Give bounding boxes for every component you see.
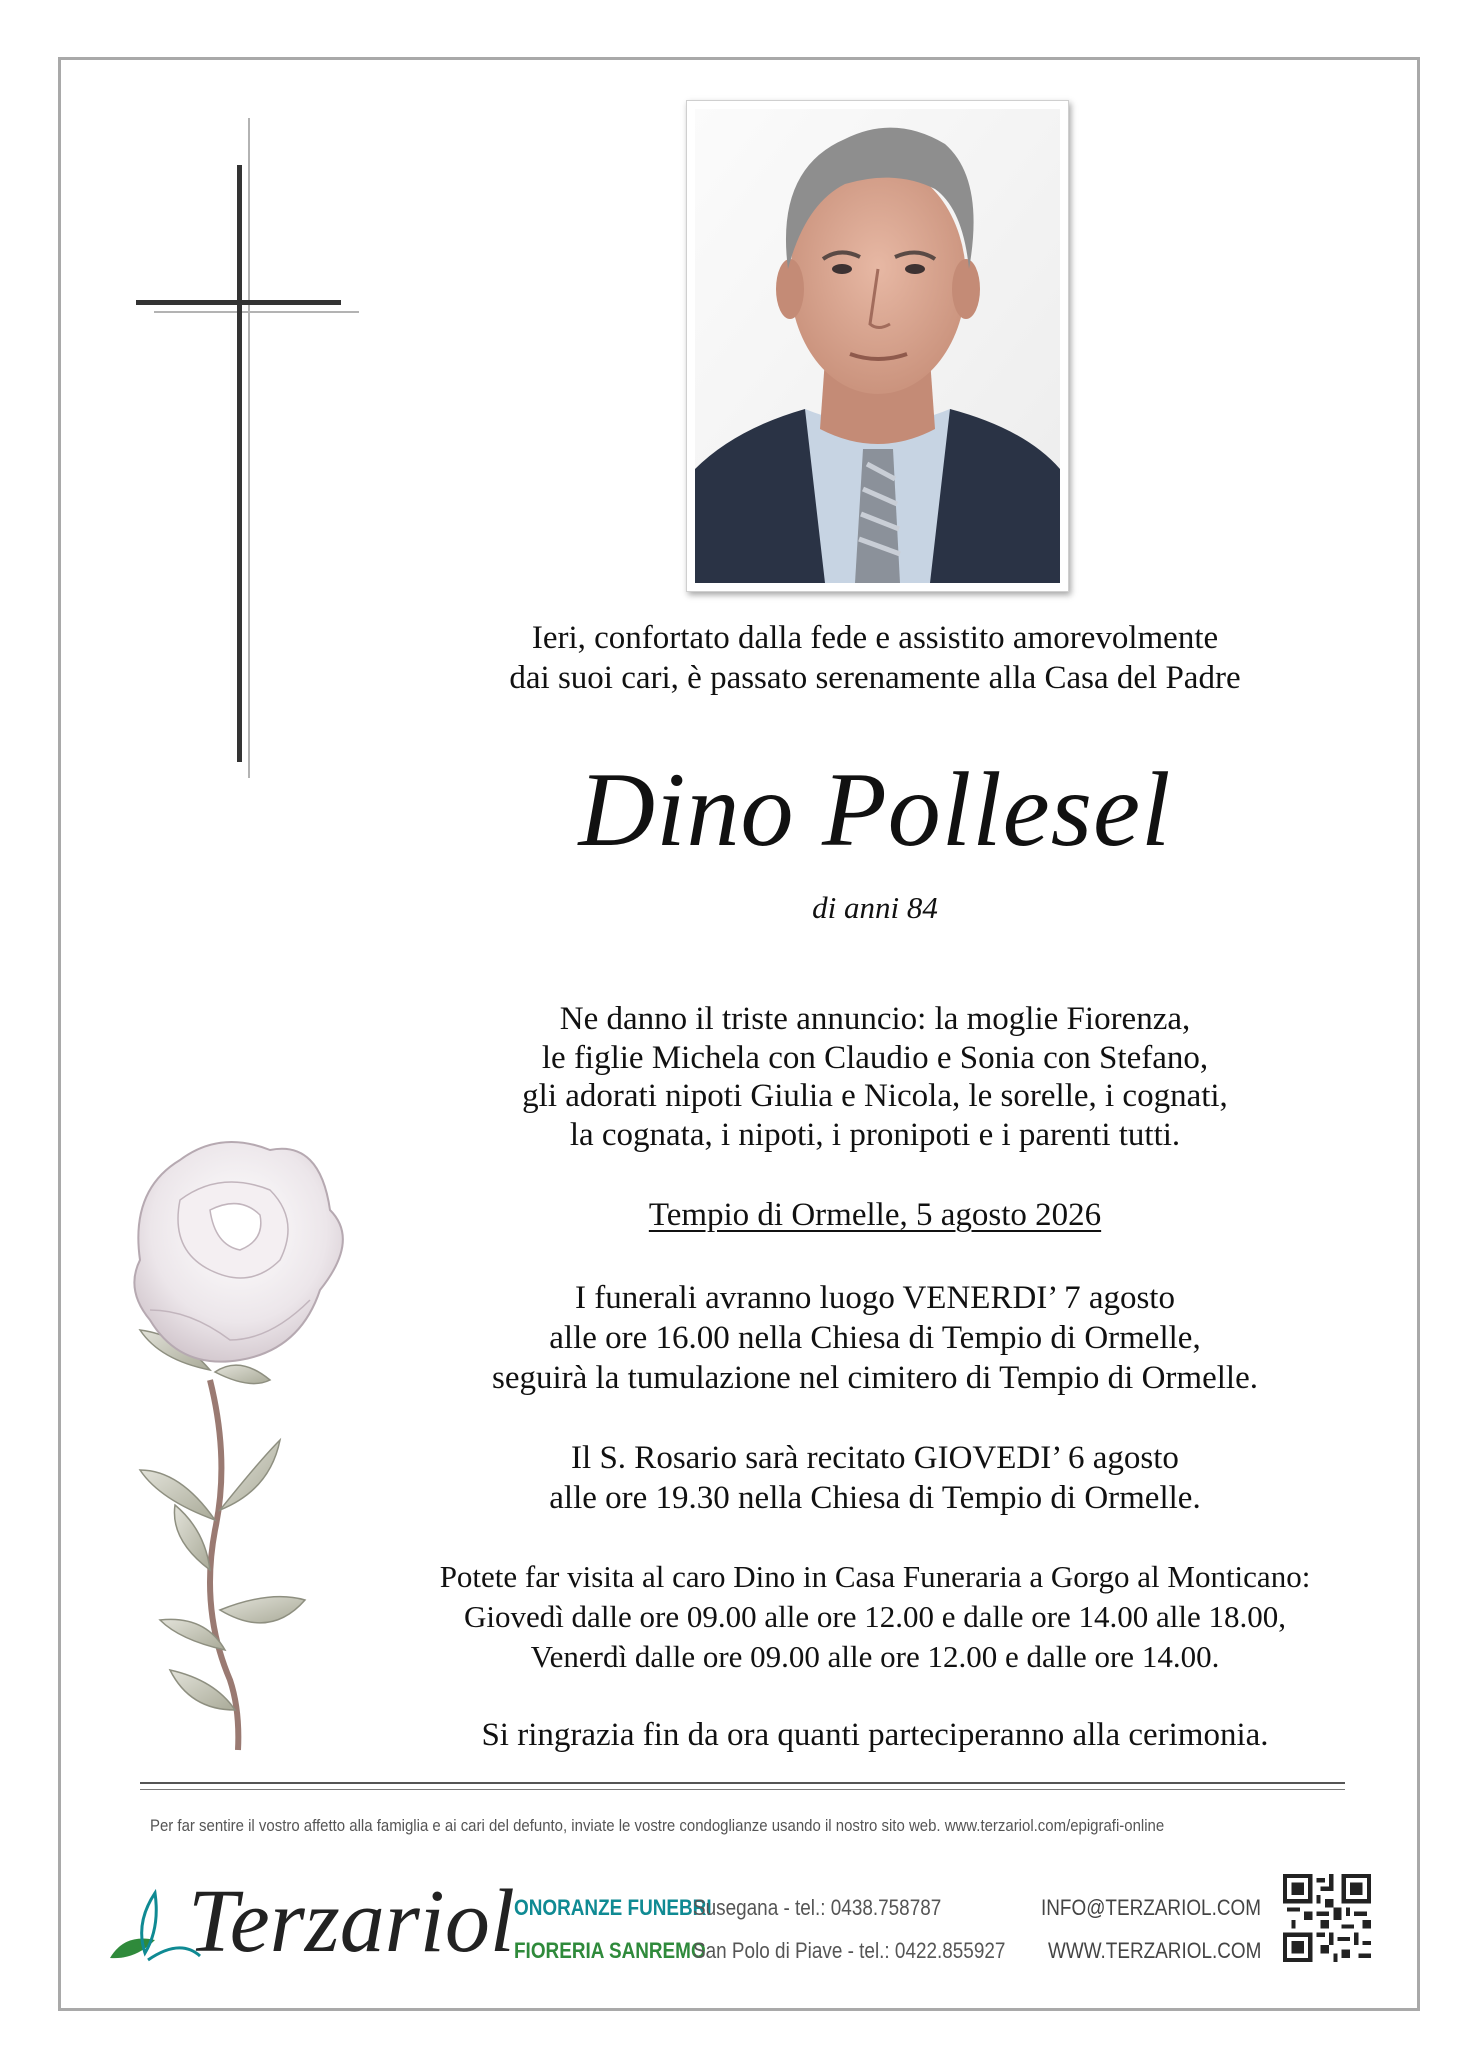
visit-line: Venerdì dalle ore 09.00 alle ore 12.00 e dalle ore 14.00.	[530, 1639, 1220, 1674]
footer-divider-thin	[140, 1789, 1345, 1790]
family-line: la cognata, i nipoti, i pronipoti e i parenti tutti.	[569, 1116, 1181, 1153]
qr-code-icon[interactable]	[1283, 1874, 1371, 1962]
rosary-line: Il S. Rosario sarà recitato GIOVEDI’ 6 agosto	[571, 1440, 1179, 1476]
intro-line: dai suoi cari, è passato serenamente alla Casa del Padre	[509, 660, 1241, 696]
brand-name: Terzariol	[188, 1872, 515, 1971]
funeral-line: alle ore 16.00 nella Chiesa di Tempio di Ormelle,	[549, 1320, 1201, 1356]
family-line: gli adorati nipoti Giulia e Nicola, le sorelle, i cognati,	[522, 1078, 1228, 1114]
funeral-line: I funerali avranno luogo VENERDI’ 7 agosto	[575, 1280, 1175, 1316]
funeral-line: seguirà la tumulazione nel cimitero di Tempio di Ormelle.	[492, 1360, 1258, 1396]
portrait-photo	[686, 100, 1069, 592]
family-line: Ne danno il triste annuncio: la moglie Fiorenza,	[559, 1001, 1191, 1037]
place-date	[300, 1195, 1450, 1235]
footer-divider	[140, 1782, 1345, 1784]
visit-line: Giovedì dalle ore 09.00 alle ore 12.00 e dalle ore 14.00 alle 18.00,	[463, 1599, 1287, 1634]
susegana-phone: Susegana - tel.: 0438.758787	[693, 1895, 942, 1920]
rosary-info	[300, 1438, 1450, 1518]
intro-text	[300, 618, 1450, 698]
intro-line: Ieri, confortato dalla fede e assistito amorevolmente	[531, 620, 1219, 656]
visit-line: Potete far visita al caro Dino in Casa Funeraria a Gorgo al Monticano:	[439, 1559, 1311, 1594]
thanks-text: Si ringrazia fin da ora quanti parteciperanno alla cerimonia.	[481, 1717, 1269, 1753]
condolences-note: Per far sentire il vostro affetto alla famiglia e ai cari del defunto, inviate le vostre condoglianze usando il nostro sito web. www.terzariol.com/epigrafi-online	[150, 1816, 1165, 1835]
email-link[interactable]: INFO@TERZARIOL.COM	[1041, 1895, 1261, 1920]
sanpolo-phone: San Polo di Piave - tel.: 0422.855927	[693, 1938, 1006, 1963]
visit-info	[300, 1557, 1450, 1677]
family-announcement	[300, 1000, 1450, 1154]
place-date-text: Tempio di Ormelle, 5 agosto 2026	[648, 1197, 1102, 1233]
funeral-info	[300, 1278, 1450, 1398]
rose-icon	[120, 1110, 420, 1760]
onoranze-label: ONORANZE FUNEBRI	[514, 1895, 712, 1920]
website-link[interactable]: WWW.TERZARIOL.COM	[1048, 1938, 1262, 1963]
deceased-name: Dino Pollesel	[578, 751, 1172, 868]
deceased-age: di anni 84	[812, 890, 938, 925]
fioreria-label: FIORERIA SANREMO	[514, 1938, 706, 1963]
rosary-line: alle ore 19.30 nella Chiesa di Tempio di Ormelle.	[549, 1480, 1201, 1516]
family-line: le figlie Michela con Claudio e Sonia con Stefano,	[541, 1039, 1209, 1076]
